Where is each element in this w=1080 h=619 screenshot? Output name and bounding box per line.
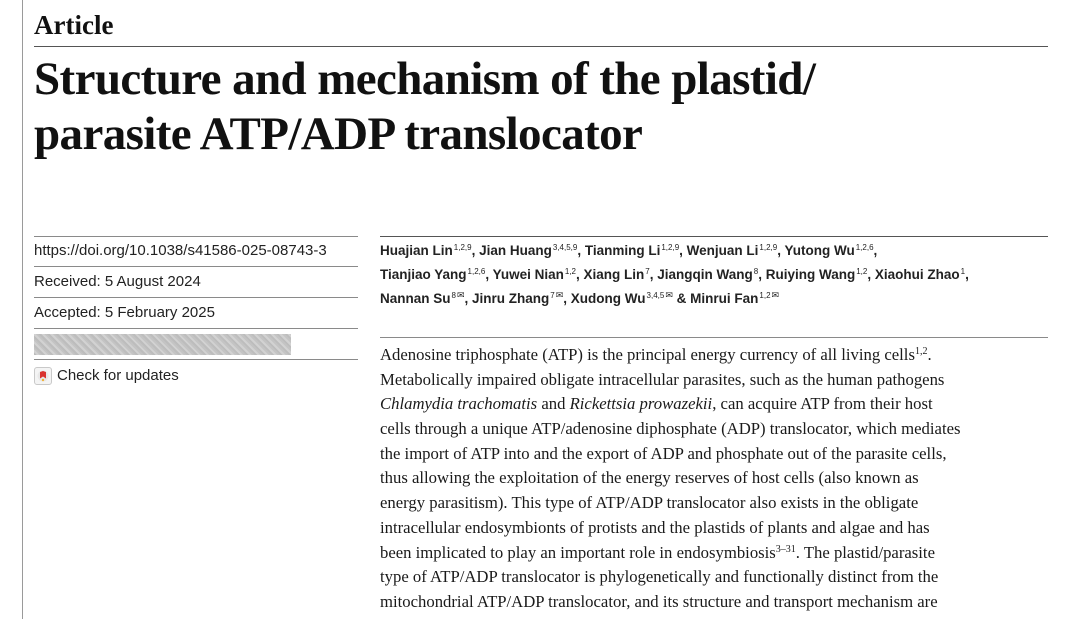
author-affiliation: 1,2,9 [759, 243, 778, 252]
author-affiliation: 7 [550, 291, 555, 300]
abstract-text: the import of ATP into and the export of ADP and phosphate out of the parasite cells, [380, 443, 947, 463]
author-name[interactable]: Xiaohui Zhao [874, 267, 960, 282]
abstract [380, 343, 1048, 615]
author-separator: , [464, 291, 473, 306]
author-affiliation: 1,2,6 [855, 243, 874, 252]
meta-rule [34, 359, 358, 360]
author-affiliation: 1,2 [759, 291, 771, 300]
meta-rule [34, 297, 358, 298]
title-line-2: parasite ATP/ADP translocator [34, 108, 643, 160]
author-separator: , [965, 267, 969, 282]
abstract-text: been implicated to play an important role in endosymbiosis [380, 542, 776, 562]
species-name: Rickettsia prowazekii [569, 394, 713, 414]
author-separator: , [485, 267, 493, 282]
author-separator: & [672, 291, 691, 306]
accepted-date: Accepted: 5 February 2025 [34, 304, 215, 321]
abstract-text: Metabolically impaired obligate intracellular parasites, such as the human pathogens [380, 369, 945, 389]
article-title [34, 52, 1044, 162]
abstract-line [380, 442, 1048, 467]
species-name: Chlamydia trachomatis [380, 394, 538, 414]
author-name[interactable]: Huajian Lin [380, 243, 453, 258]
abstract-text: energy parasitism). This type of ATP/ADP translocator also exists in the obligate [380, 493, 919, 513]
doi-link[interactable]: https://doi.org/10.1038/s41586-025-08743-3 [34, 242, 327, 259]
meta-rule [34, 328, 358, 329]
check-for-updates-button[interactable] [34, 366, 179, 386]
author-name[interactable]: Ruiying Wang [765, 267, 856, 282]
abstract-text: Adenosine triphosphate (ATP) is the principal energy currency of all living cells [380, 345, 915, 364]
author-name[interactable]: Nannan Su [380, 291, 451, 306]
email-icon[interactable]: ✉ [665, 290, 673, 300]
author-affiliation: 1,2,9 [453, 243, 472, 252]
author-affiliation: 1,2 [564, 267, 576, 276]
author-name[interactable]: Minrui Fan [690, 291, 759, 306]
email-icon[interactable]: ✉ [456, 290, 465, 300]
author-separator: , [471, 243, 480, 258]
authors-rule [380, 236, 1048, 237]
author-name[interactable]: Wenjuan Li [686, 243, 759, 258]
abstract-line [380, 590, 1048, 615]
abstract-line [380, 491, 1048, 516]
abstract-line [380, 466, 1048, 491]
author-separator: , [867, 267, 875, 282]
author-separator: , [577, 243, 585, 258]
author-name[interactable]: Jian Huang [479, 243, 552, 258]
abstract-line [380, 565, 1048, 590]
author-affiliation: 1,2,9 [661, 243, 680, 252]
title-line-1: Structure and mechanism of the plastid/ [34, 53, 816, 105]
author-name[interactable]: Tianming Li [584, 243, 661, 258]
check-for-updates-label: Check for updates [57, 367, 179, 384]
abstract-rule [380, 337, 1048, 338]
abstract-text: . The plastid/parasite [795, 542, 935, 562]
abstract-text: thus allowing the exploitation of the energy reserves of host cells (also known as [380, 468, 919, 488]
left-margin-rule [22, 0, 23, 619]
author-affiliation: 1 [960, 267, 966, 276]
author-separator: , [873, 243, 878, 258]
author-affiliation: 3,4,5,9 [552, 243, 578, 252]
author-separator: , [563, 291, 571, 306]
email-icon[interactable]: ✉ [771, 290, 780, 300]
author-name[interactable]: Xudong Wu [570, 291, 646, 306]
author-name[interactable]: Tianjiao Yang [380, 267, 467, 282]
author-name[interactable]: Yutong Wu [784, 243, 855, 258]
abstract-text: mitochondrial ATP/ADP translocator, and its structure and transport mechanism are [380, 591, 938, 611]
citation-superscript: 1,2 [914, 346, 928, 357]
author-name[interactable]: Xiang Lin [583, 267, 645, 282]
author-separator: , [649, 267, 658, 282]
abstract-text: , can acquire ATP from their host [712, 394, 933, 414]
author-affiliation: 8 [753, 267, 759, 276]
meta-rule [34, 236, 358, 237]
abstract-text: cells through a unique ATP/adenosine diphosphate (ADP) translocator, which mediates [380, 419, 961, 439]
redacted-block [34, 334, 291, 355]
author-list [380, 240, 1048, 312]
author-separator: , [576, 267, 584, 282]
abstract-line [380, 343, 1048, 368]
email-icon[interactable]: ✉ [555, 290, 564, 300]
abstract-line [380, 392, 1048, 417]
citation-superscript: 3–31 [775, 543, 796, 555]
author-separator: , [758, 267, 766, 282]
author-affiliation: 3,4,5 [646, 291, 665, 300]
author-affiliation: 1,2,6 [467, 267, 486, 276]
author-affiliation: 7 [645, 267, 650, 276]
abstract-text: type of ATP/ADP translocator is phylogenetically and functionally distinct from the [380, 567, 939, 587]
author-name[interactable]: Jiangqin Wang [657, 267, 753, 282]
author-affiliation: 8 [451, 291, 456, 300]
author-name[interactable]: Yuwei Nian [492, 267, 564, 282]
received-date: Received: 5 August 2024 [34, 273, 201, 290]
abstract-line [380, 368, 1048, 393]
abstract-line [380, 516, 1048, 541]
abstract-line [380, 541, 1048, 566]
header-rule [34, 46, 1048, 47]
abstract-line [380, 417, 1048, 442]
author-name[interactable]: Jinru Zhang [472, 291, 550, 306]
abstract-text: . [927, 345, 932, 364]
crossmark-icon [34, 367, 52, 385]
article-type-label: Article [34, 10, 114, 40]
author-separator: , [777, 243, 785, 258]
abstract-text: and [537, 394, 570, 414]
author-separator: , [679, 243, 687, 258]
abstract-text: intracellular endosymbionts of protists and the plastids of plants and algae and has [380, 517, 930, 537]
author-affiliation: 1,2 [856, 267, 868, 276]
meta-rule [34, 266, 358, 267]
